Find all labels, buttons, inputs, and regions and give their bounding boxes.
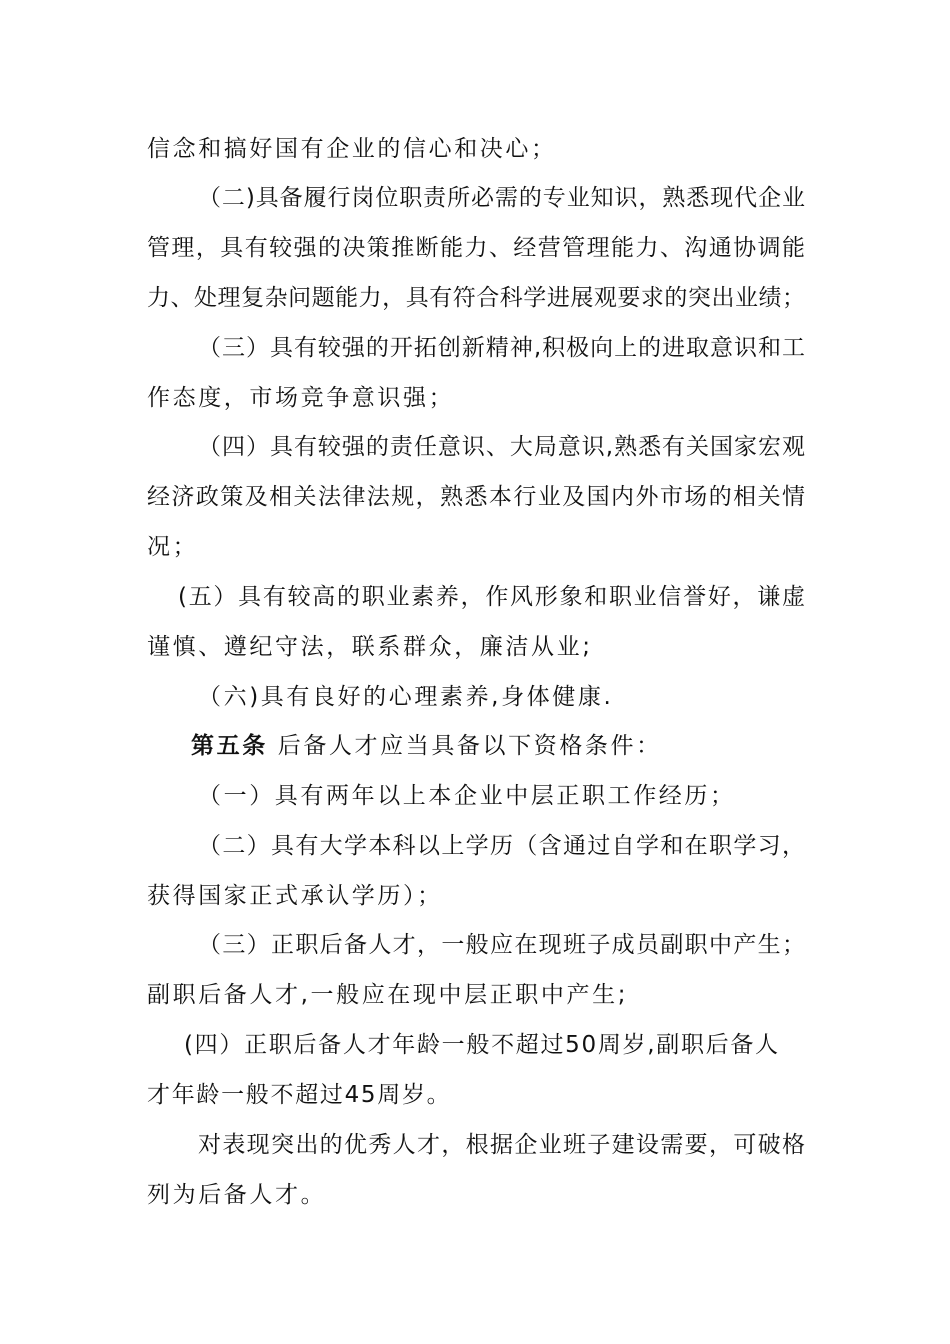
paragraph-line: （一）具有两年以上本企业中层正职工作经历； xyxy=(198,783,736,809)
paragraph-line: 经济政策及相关法律法规，熟悉本行业及国内外市场的相关情 xyxy=(147,484,805,510)
paragraph-line: （二)具备履行岗位职责所必需的专业知识，熟悉现代企业 xyxy=(198,185,805,211)
paragraph-line: 对表现突出的优秀人才，根据企业班子建设需要，可破格 xyxy=(198,1132,805,1158)
article-heading: 第五条 xyxy=(191,733,268,759)
article-text: 后备人才应当具备以下资格条件： xyxy=(277,733,662,759)
paragraph-line: (四）正职后备人才年龄一般不超过50周岁,副职后备人 xyxy=(184,1032,780,1058)
paragraph-line: 才年龄一般不超过45周岁。 xyxy=(147,1082,452,1108)
paragraph-line: 列为后备人才。 xyxy=(147,1182,327,1208)
paragraph-line: 信念和搞好国有企业的信心和决心； xyxy=(147,136,557,162)
paragraph-line: （三）具有较强的开拓创新精神,积极向上的进取意识和工 xyxy=(198,335,805,361)
paragraph-line: 管理，具有较强的决策推断能力、经营管理能力、沟通协调能 xyxy=(147,235,805,261)
paragraph-line: （三）正职后备人才，一般应在现班子成员副职中产生； xyxy=(198,932,805,958)
paragraph-line: 力、处理复杂问题能力，具有符合科学进展观要求的突出业绩； xyxy=(147,285,805,311)
paragraph-line: （二）具有大学本科以上学历（含通过自学和在职学习， xyxy=(198,833,805,859)
paragraph-line: 获得国家正式承认学历）； xyxy=(147,883,443,909)
paragraph-line: 谨慎、遵纪守法，联系群众，廉洁从业; xyxy=(147,634,593,660)
paragraph-line: 况； xyxy=(147,534,199,560)
article-five-line xyxy=(191,731,662,761)
paragraph-line: （六)具有良好的心理素养,身体健康. xyxy=(198,684,614,710)
paragraph-line: 副职后备人才,一般应在现中层正职中产生; xyxy=(147,982,629,1008)
paragraph-line: 作态度，市场竞争意识强； xyxy=(147,385,455,411)
paragraph-line: （四）具有较强的责任意识、大局意识,熟悉有关国家宏观 xyxy=(198,434,805,460)
paragraph-line: (五）具有较高的职业素养，作风形象和职业信誉好，谦虚 xyxy=(178,584,805,610)
